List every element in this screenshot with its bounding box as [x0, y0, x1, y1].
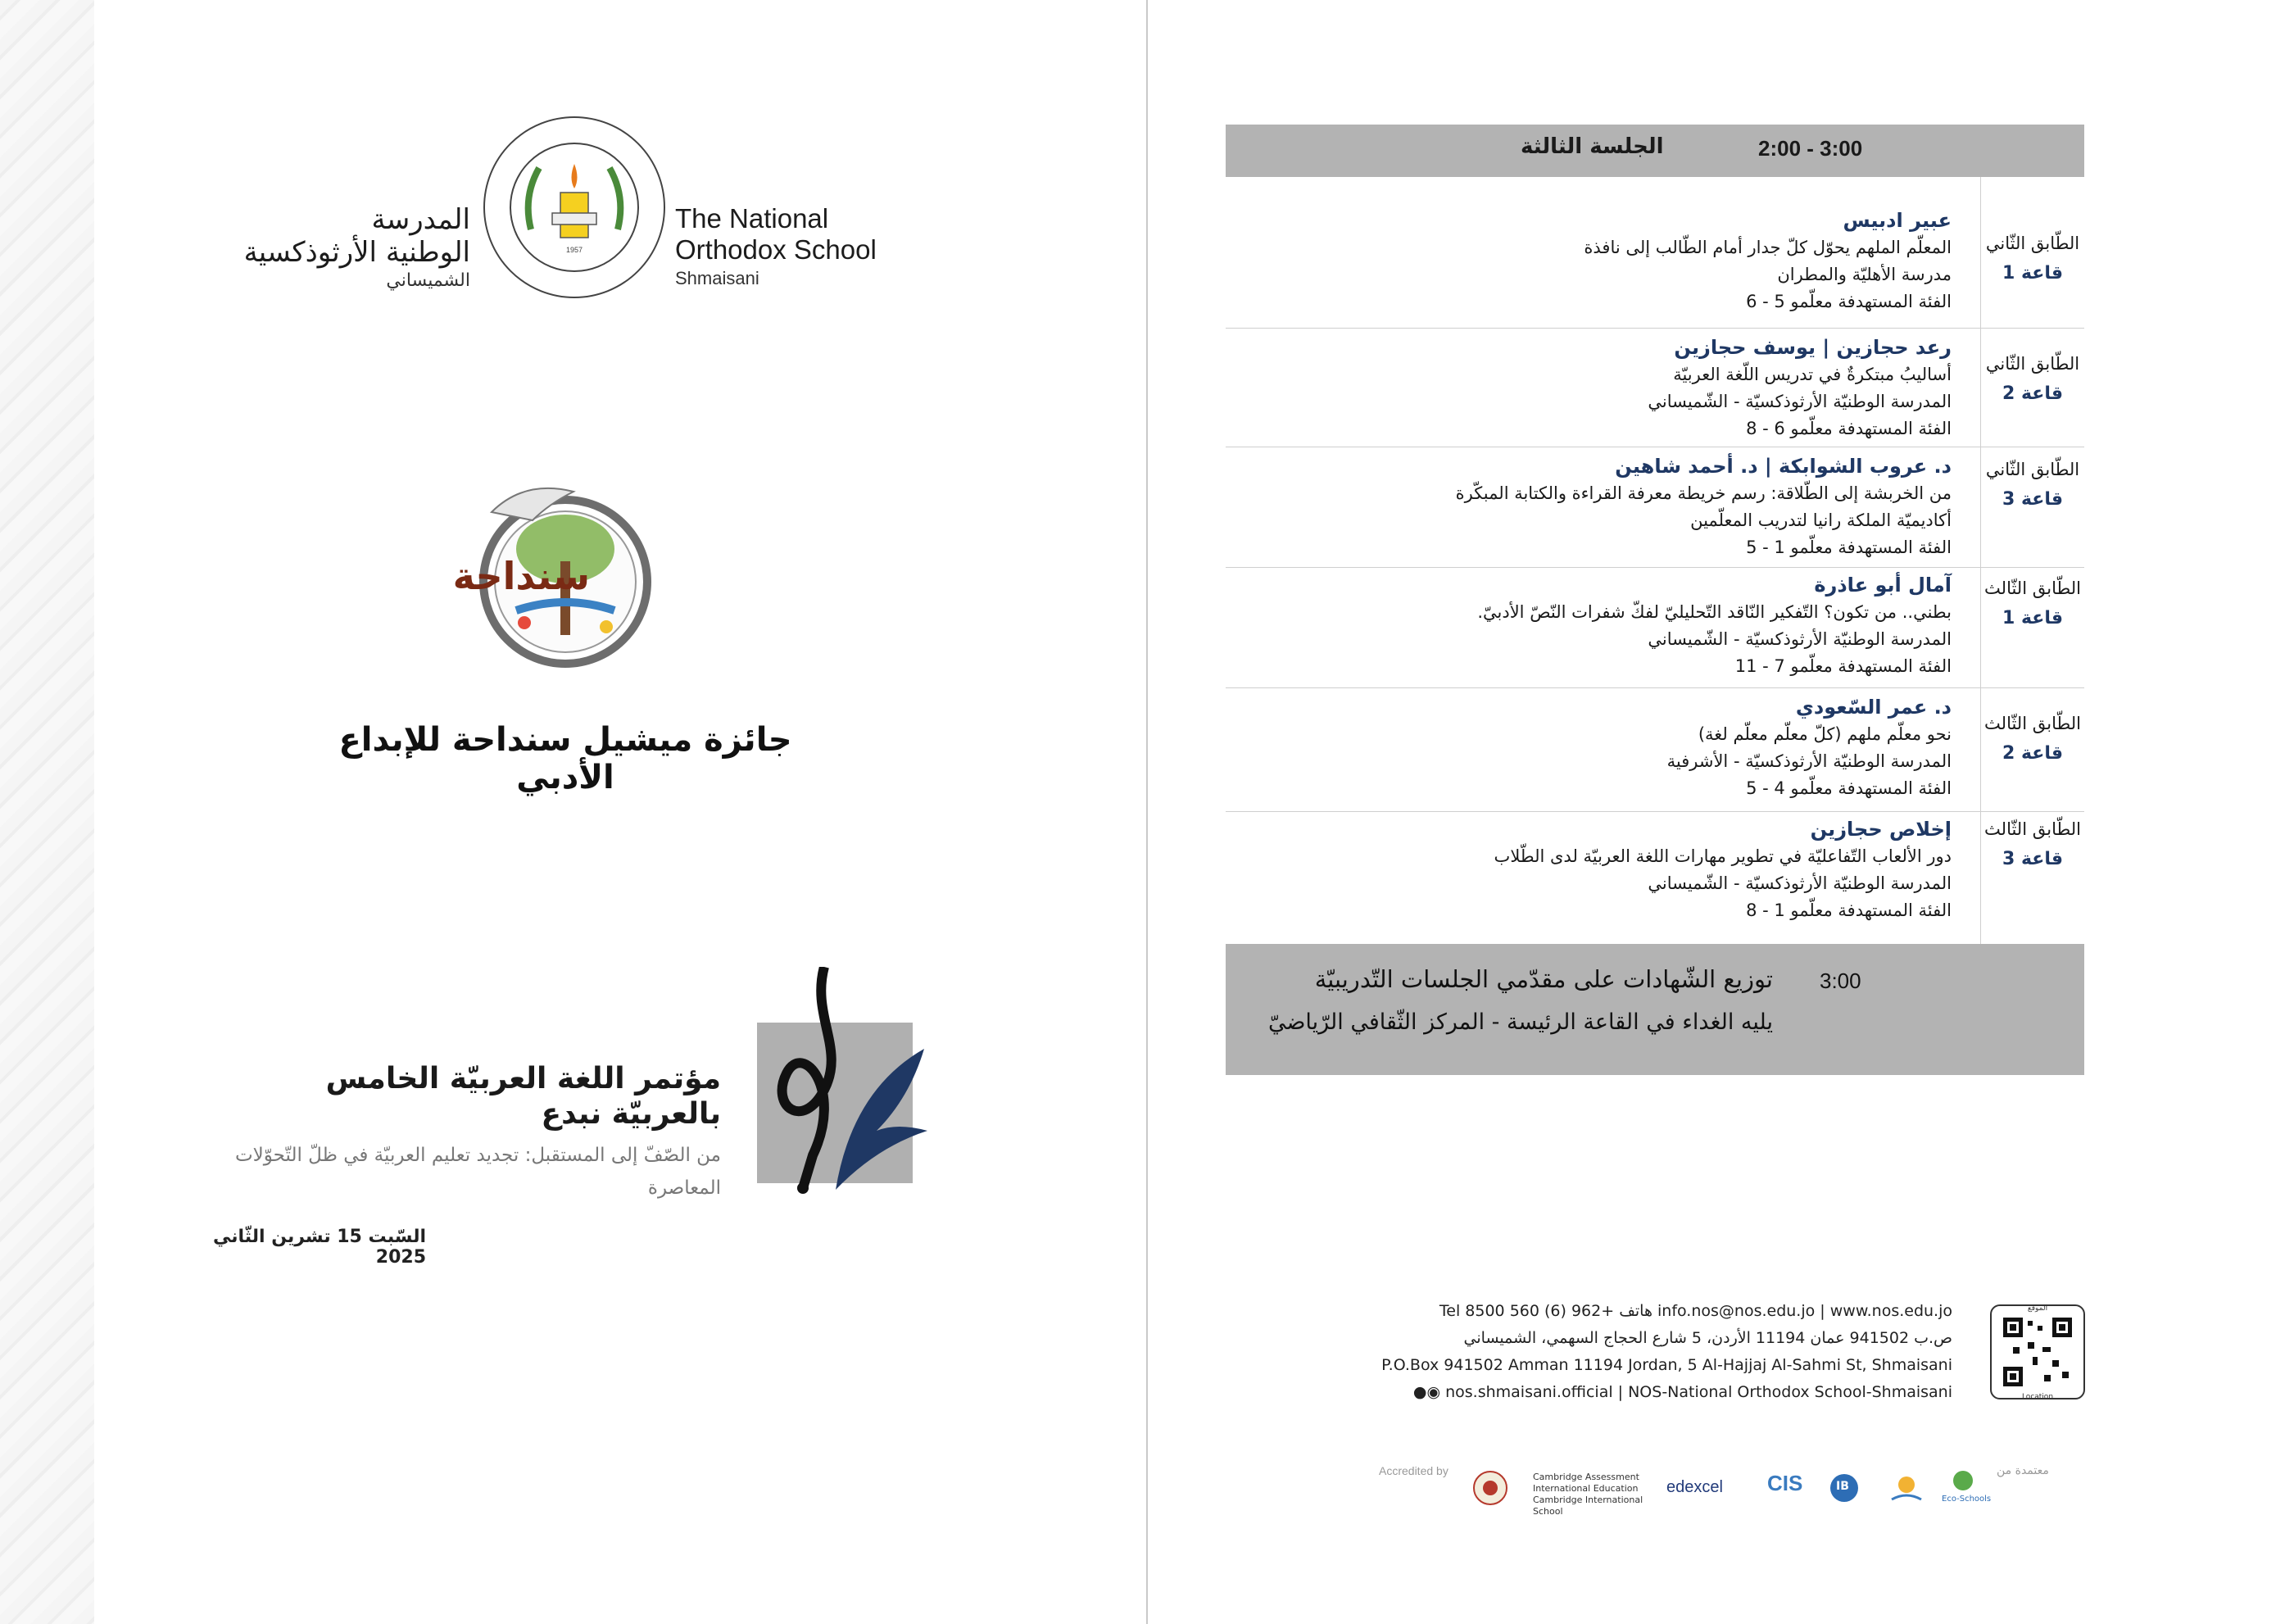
facebook-icon[interactable]: ●: [1412, 1383, 1427, 1401]
speaker-school: مدرسة الأهليّة والمطران: [1777, 265, 1952, 284]
sun-emblem-icon: [1888, 1468, 1925, 1504]
school-name-english: [675, 203, 877, 292]
room-label: قاعة 3: [2002, 489, 2063, 510]
qr-top-label: الموقع: [2027, 1304, 2048, 1313]
room-label: قاعة 2: [2002, 383, 2063, 404]
jordan-ministry-emblem-icon: [1472, 1470, 1508, 1506]
table-row: [1226, 812, 2084, 948]
session-topic: من الخربشة إلى الطّلاقة: رسم خريطة معرفة القراءة والكتابة المبكّرة: [1455, 483, 1952, 503]
school-name-ar-line1: المدرسة: [371, 203, 470, 236]
calligraphy-pattern: [0, 0, 94, 1624]
session-topic: دور الألعاب التّفاعليّة في تطوير مهارات اللغة العربيّة لدى الطّلاب: [1494, 846, 1952, 866]
accredited-by-label: Accredited by: [1379, 1464, 1448, 1477]
target-group: الفئة المستهدفة معلّمو 4 - 5: [1746, 778, 1952, 798]
conference-date: السّبت 15 تشرين الثّاني 2025: [212, 1227, 426, 1268]
right-page: [1148, 0, 2294, 1624]
accredited-by-label-ar: معتمدة من: [1997, 1464, 2049, 1477]
qr-code-icon: [2003, 1318, 2072, 1386]
floor-label: الطّابق الثّالث: [1984, 578, 2081, 598]
room-location: [1980, 177, 2084, 328]
closing-box: [1226, 944, 2084, 1075]
cis-logo: CIS: [1767, 1471, 1803, 1495]
target-group: الفئة المستهدفة معلّمو 7 - 11: [1734, 656, 1952, 676]
contact-address-en: P.O.Box 941502 Amman 11194 Jordan, 5 Al-Hajjaj Al-Sahmi St, Shmaisani: [1381, 1356, 1952, 1374]
cambridge-logo: Cambridge Assessment International Education Cambridge International School: [1533, 1472, 1643, 1517]
speaker-school: أكاديميّة الملكة رانيا لتدريب المعلّمين: [1690, 510, 1952, 530]
floor-label: الطّابق الثّالث: [1984, 819, 2081, 839]
floor-label: الطّابق الثّالث: [1984, 714, 2081, 733]
school-name-arabic: [244, 203, 470, 293]
conference-title-line1: مؤتمر اللغة العربيّة الخامس: [325, 1062, 721, 1096]
floor-label: الطّابق الثّاني: [1985, 354, 2080, 374]
speaker-name: عبير ادبيس: [1843, 209, 1952, 232]
speaker-name: د. عمر السّعودي: [1795, 696, 1952, 719]
contact-address-ar: ص.ب 941502 عمان 11194 الأردن، 5 شارع الحجاج السهمي، الشميساني: [1463, 1329, 1952, 1347]
speaker-name: إخلاص حجازين: [1810, 818, 1952, 841]
speaker-school: المدرسة الوطنيّة الأرثوذكسيّة - الأشرفية: [1666, 751, 1952, 771]
edexcel-logo: edexcel: [1666, 1478, 1723, 1496]
table-row: [1226, 568, 2084, 688]
eco-schools-icon: [1947, 1468, 1979, 1493]
conference-title-line2: بالعربيّة نبدع: [541, 1097, 721, 1131]
location-qr-code[interactable]: [1990, 1304, 2085, 1399]
session-time: 2:00 - 3:00: [1758, 136, 1863, 161]
qr-bottom-label: Location: [2021, 1393, 2054, 1401]
room-location: [1980, 329, 2084, 447]
closing-line1: توزيع الشّهادات على مقدّمي الجلسات التّدريبيّة: [1314, 965, 1773, 993]
floor-label: الطّابق الثّاني: [1985, 460, 2080, 479]
contact-phone-email-web: Tel هاتف +962 (6) 560 8500 info.nos@nos.edu.jo | www.nos.edu.jo: [1439, 1302, 1952, 1320]
contact-social-text[interactable]: nos.shmaisani.official | NOS-National Orthodox School-Shmaisani: [1445, 1383, 1952, 1401]
contact-info: [1271, 1298, 1952, 1406]
speaker-name: آمال أبو عاذرة: [1814, 574, 1952, 597]
floor-label: الطّابق الثّاني: [1985, 234, 2080, 253]
eco-schools-label: Eco-Schools: [1942, 1495, 1992, 1504]
conference-subtitle: من الصّفّ إلى المستقبل: تجديد تعليم العربيّة في ظلّ التّحوّلات المعاصرة: [235, 1145, 721, 1199]
school-name-en-line3: Shmaisani: [675, 268, 759, 288]
target-group: الفئة المستهدفة معلّمو 6 - 8: [1746, 419, 1952, 438]
session-topic: بطني.. من تكون؟ التّفكير النّاقد التّحليليّ لفكّ شفرات النّصّ الأدبيّ.: [1477, 602, 1952, 622]
session-topic: أساليبُ مبتكرةٌ في تدريس اللّغة العربيّة: [1673, 365, 1952, 384]
school-name-ar-line2: الوطنية الأرثوذكسية: [243, 236, 470, 269]
session-name: الجلسة الثالثة: [1521, 134, 1664, 159]
award-title: جائزة ميشيل سنداحة للإبداع الأدبي: [338, 721, 792, 796]
room-label: قاعة 3: [2002, 849, 2063, 869]
award-logo-text: سنداحة: [452, 554, 590, 598]
session-topic: نحو معلّم ملهم (كلّ معلّم معلّم لغة): [1698, 724, 1952, 744]
room-location: [1980, 568, 2084, 687]
left-page: [0, 0, 1146, 1624]
room-location: [1980, 688, 2084, 811]
speaker-school: المدرسة الوطنيّة الأرثوذكسيّة - الشّميساني: [1648, 629, 1952, 649]
closing-time: 3:00: [1820, 969, 1861, 993]
table-row: [1226, 688, 2084, 812]
room-location: [1980, 812, 2084, 948]
table-row: [1226, 447, 2084, 568]
session-table: [1226, 177, 2084, 948]
target-group: الفئة المستهدفة معلّمو 1 - 5: [1746, 538, 1952, 557]
room-label: قاعة 2: [2002, 743, 2063, 764]
target-group: الفئة المستهدفة معلّمو 5 - 6: [1746, 292, 1952, 311]
instagram-icon[interactable]: ◉: [1426, 1383, 1441, 1401]
school-name-en-line1: The National: [675, 203, 829, 234]
room-location: [1980, 447, 2084, 567]
room-label: قاعة 1: [2002, 263, 2063, 284]
session-header: [1226, 125, 2084, 177]
school-name-en-line2: Orthodox School: [675, 234, 877, 265]
contact-social: [1271, 1379, 1952, 1406]
speaker-school: المدرسة الوطنيّة الأرثوذكسيّة - الشّميساني: [1648, 392, 1952, 411]
speaker-name: د. عروب الشوابكة | د. أحمد شاهين: [1615, 455, 1952, 478]
school-name-ar-line3: الشميساني: [386, 270, 470, 291]
table-row: [1226, 177, 2084, 329]
conference-logo-icon: [754, 967, 934, 1204]
ib-logo-text: IB: [1836, 1480, 1849, 1493]
closing-line2: يليه الغداء في القاعة الرئيسة - المركز الثّقافي الرّياضيّ: [1267, 1009, 1773, 1035]
target-group: الفئة المستهدفة معلّمو 1 - 8: [1746, 900, 1952, 920]
session-topic: المعلّم الملهم يحوّل كلّ جدار أمام الطّالب إلى نافذة: [1584, 238, 1952, 257]
svg-text:1957: 1957: [565, 246, 583, 254]
speaker-name: رعد حجازين | يوسف حجازين: [1674, 336, 1952, 359]
conference-title-block: [197, 1062, 721, 1204]
speaker-school: المدرسة الوطنيّة الأرثوذكسيّة - الشّميساني: [1648, 873, 1952, 893]
room-label: قاعة 1: [2002, 608, 2063, 628]
table-row: [1226, 329, 2084, 447]
